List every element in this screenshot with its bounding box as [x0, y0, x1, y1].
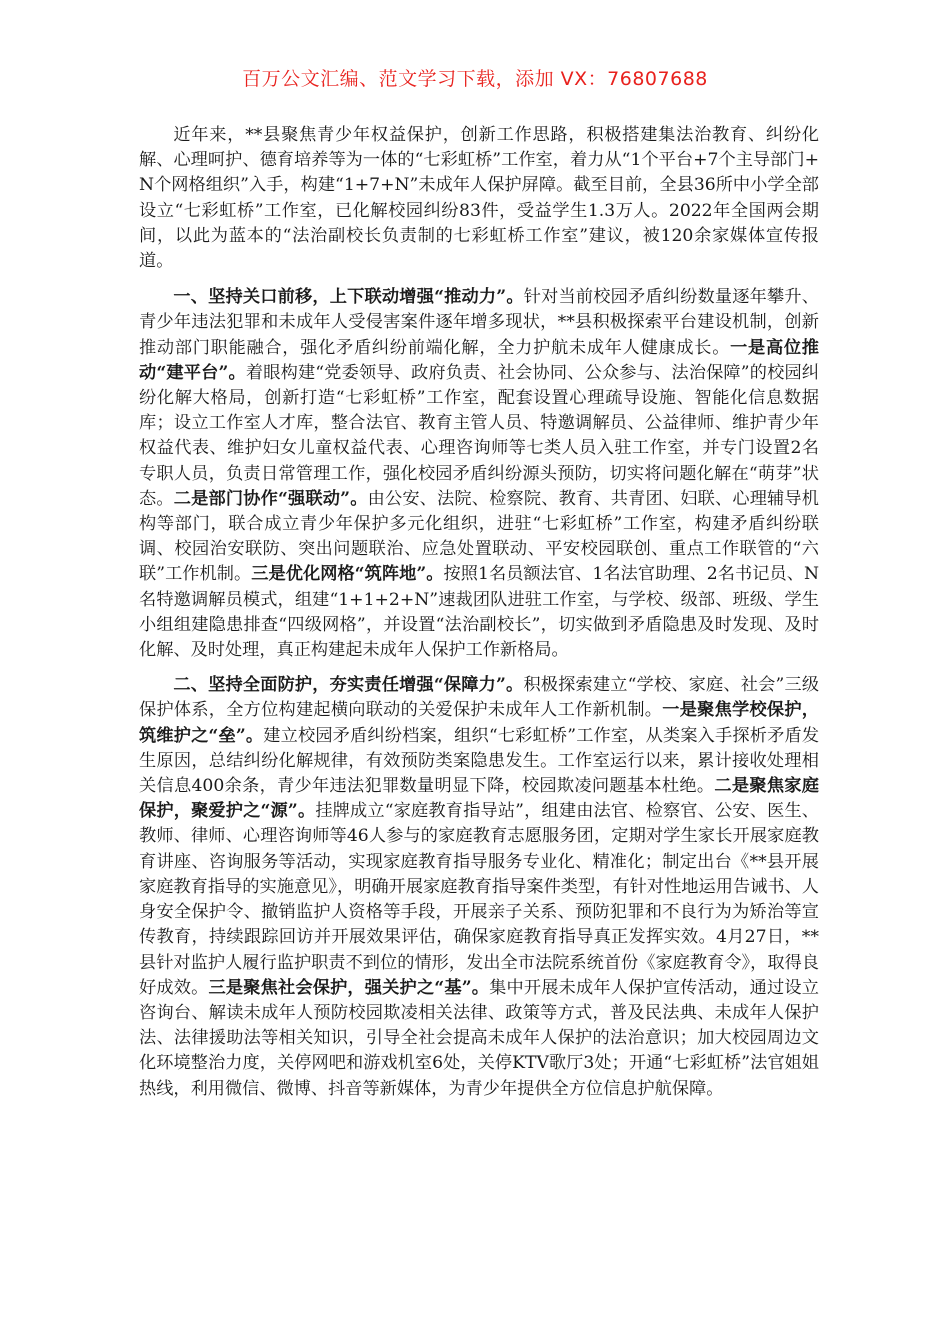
section-two-sub-2: 二是聚焦家庭保护，聚爱护之“源”。	[139, 776, 819, 822]
section-one-text-3: 由公安、法院、检察院、教育、共青团、妇联、心理辅导机构等部门，联合成立青少年保护多元化组织，进驻“七彩虹桥”工作室，构建矛盾纠纷联调、校园治安联防、突出问题联治、应急处置联动、平安校园联创、重点工作联管的“六联”工作机制。	[139, 488, 819, 585]
section-two-text: 积极探索建立“学校、家庭、社会”三级保护体系，全方位构建起横向联动的关爱保护未成年人工作新机制。	[139, 675, 820, 721]
section-two-sub-1: 一是聚焦学校保护，筑维护之“垒”。	[139, 700, 819, 746]
section-one-sub-1: 一是高位推动“建平台”。	[139, 337, 819, 383]
intro-paragraph: 近年来，**县聚焦青少年权益保护，创新工作思路，积极搭建集法治教育、纠纷化解、心理呵护、德育培养等为一体的“七彩虹桥”工作室，着力从“1个平台+7个主导部门+N个网格组织”入手，构建“1+7+N”未成年人保护屏障。截至目前，全县36所中小学全部设立“七彩虹桥”工作室，已化解校园纠纷83件，受益学生1.3万人。2022年全国两会期间，以此为蓝本的“法治副校长负责制的七彩虹桥工作室”建议，被120余家媒体宣传报道。	[139, 125, 819, 272]
section-one-text-4: 按照1名员额法官、1名法官助理、2名书记员、N名特邀调解员模式，组建“1+1+2+N”速裁团队进驻工作室，与学校、级部、班级、学生小组组建隐患排查“四级网格”，并设置“法治副校长”，切实做到矛盾隐患及时发现、及时化解、及时处理，真正构建起未成年人保护工作新格局。	[139, 564, 819, 661]
section-one-text: 针对当前校园矛盾纠纷数量逐年攀升、青少年违法犯罪和未成年人受侵害案件逐年增多现状，**县积极探索平台建设机制，创新推动部门职能融合，强化矛盾纠纷前端化解，全力护航未成年人健康成长。	[139, 287, 819, 358]
section-one-sub-2: 二是部门协作“强联动”。	[173, 488, 368, 509]
section-two-paragraph	[139, 673, 819, 1101]
section-one-sub-3: 三是优化网格“筑阵地”。	[251, 564, 444, 585]
section-two-sub-3: 三是聚焦社会保护，强关护之“基”。	[208, 977, 490, 998]
article-body	[139, 123, 819, 1113]
download-banner: 百万公文汇编、范文学习下载，添加 VX：76807688	[242, 68, 708, 90]
section-one-text-2: 着眼构建“党委领导、政府负责、社会协同、公众参与、法治保障”的校园纠纷化解大格局，创新打造“七彩虹桥”工作室，配套设置心理疏导设施、智能化信息数据库；设立工作室人才库，整合法官、教育主管人员、特邀调解员、公益律师、维护青少年权益代表、维护妇女儿童权益代表、心理咨询师等七类人员入驻工作室，并专门设置2名专职人员，负责日常管理工作，强化校园矛盾纠纷源头预防，切实将问题化解在“萌芽”状态。	[139, 362, 819, 509]
section-two-text-4: 集中开展未成年人保护宣传活动，通过设立咨询台、解读未成年人预防校园欺凌相关法律、政策等方式，普及民法典、未成年人保护法、法律援助法等相关知识，引导全社会提高未成年人保护的法治意识；加大校园周边文化环境整治力度，关停网吧和游戏机室6处，关停KTV歌厅3处；开通“七彩虹桥”法官姐姐热线，利用微信、微博、抖音等新媒体，为青少年提供全方位信息护航保障。	[139, 977, 819, 1099]
section-two-text-2: 建立校园矛盾纠纷档案，组织“七彩虹桥”工作室，从类案入手探析矛盾发生原因，总结纠纷化解规律，有效预防类案隐患发生。工作室运行以来，累计接收处理相关信息400余条，青少年违法犯罪数量明显下降，校园欺凌问题基本杜绝。	[139, 725, 820, 797]
section-two-heading: 二、坚持全面防护，夯实责任增强“保障力”。	[173, 675, 524, 696]
section-one-paragraph	[139, 285, 819, 663]
section-one-heading: 一、坚持关口前移，上下联动增强“推动力”。	[173, 287, 524, 308]
section-two-text-3: 挂牌成立“家庭教育指导站”，组建由法官、检察官、公安、医生、教师、律师、心理咨询师等46人参与的家庭教育志愿服务团，定期对学生家长开展家庭教育讲座、咨询服务等活动，实现家庭教育指导服务专业化、精准化；制定出台《**县开展家庭教育指导的实施意见》，明确开展家庭教育指导案件类型，有针对性地运用告诫书、人身安全保护令、撤销监护人资格等手段，开展亲子关系、预防犯罪和不良行为为矫治等宣传教育，持续跟踪回访并开展效果评估，确保家庭教育指导真正发挥实效。4月27日，**县针对监护人履行监护职责不到位的情形，发出全市法院系统首份《家庭教育令》，取得良好成效。	[139, 801, 819, 998]
